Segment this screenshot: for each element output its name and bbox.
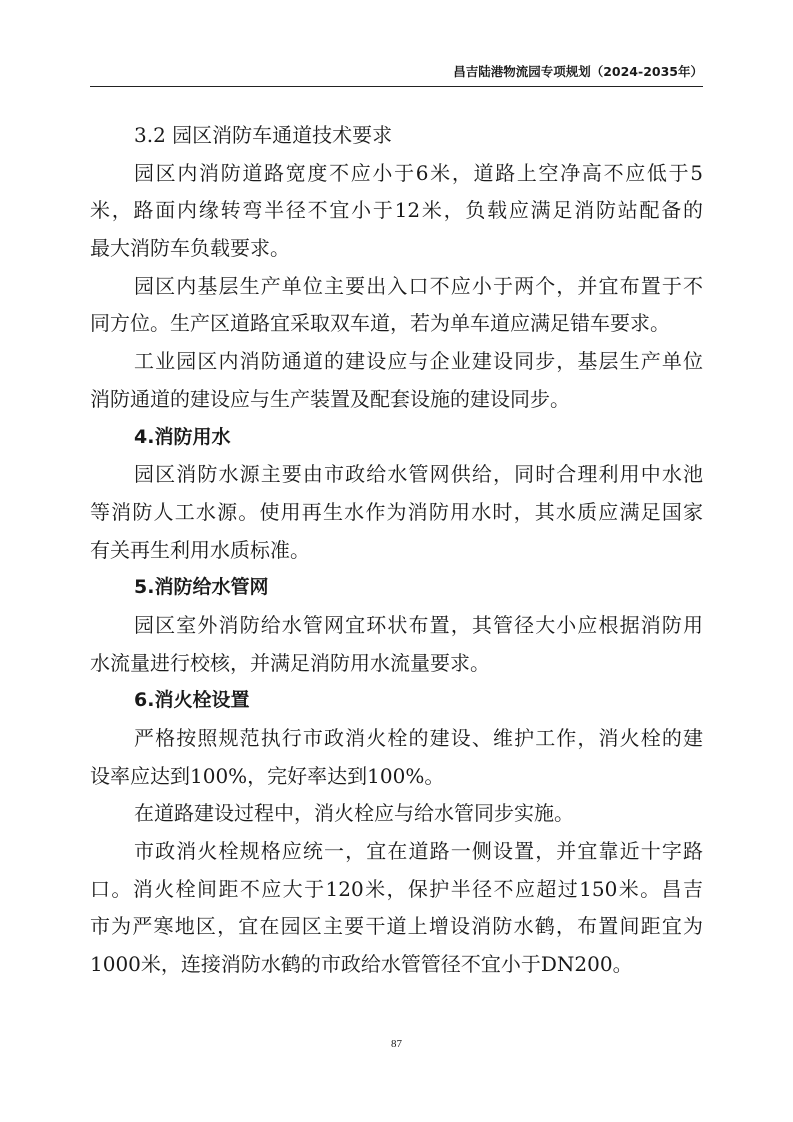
text-line: 园区内基层生产单位主要出入口不应小于两个，并宜布置于不	[134, 273, 703, 298]
text-line: 市政消火栓规格应统一，宜在道路一侧设置，并宜靠近十字路	[134, 839, 703, 864]
text-line: 口。消火栓间距不应大于120米，保护半径不应超过150米。昌吉	[90, 876, 703, 901]
text-line: 消防通道的建设应与生产装置及配套设施的建设同步。	[90, 386, 570, 411]
text-line: 严格按照规范执行市政消火栓的建设、维护工作，消火栓的建	[134, 726, 703, 750]
text-line: 设率应达到100%，完好率达到100%。	[90, 763, 445, 788]
section-heading: 4.消防用水	[134, 425, 231, 448]
page-number: 87	[391, 1038, 402, 1050]
text-line: 市为严寒地区，宜在园区主要干道上增设消防水鹤，布置间距宜为	[90, 914, 703, 939]
text-line: 水流量进行校核，并满足消防用水流量要求。	[90, 650, 490, 675]
text-line: 在道路建设过程中，消火栓应与给水管同步实施。	[134, 801, 574, 826]
header-rule	[90, 86, 703, 87]
text-line: 园区内消防道路宽度不应小于6米，道路上空净高不应低于5	[134, 160, 703, 185]
text-line: 最大消防车负载要求。	[90, 236, 290, 261]
text-line: 米，路面内缘转弯半径不宜小于12米，负载应满足消防站配备的	[90, 198, 703, 223]
subsection-title: 3.2 园区消防车通道技术要求	[134, 123, 393, 147]
section-heading: 6.消火栓设置	[134, 689, 250, 712]
text-line: 有关再生利用水质标准。	[90, 537, 310, 562]
text-line: 等消防人工水源。使用再生水作为消防用水时，其水质应满足国家	[90, 499, 703, 524]
section-heading: 5.消防给水管网	[134, 576, 269, 599]
text-line: 园区消防水源主要由市政给水管网供给，同时合理利用中水池	[134, 462, 703, 487]
running-header: 昌吉陆港物流园专项规划（2024-2035年）	[453, 64, 703, 79]
text-line: 同方位。生产区道路宜采取双车道，若为单车道应满足错车要求。	[90, 311, 670, 336]
text-line: 园区室外消防给水管网宜环状布置，其管径大小应根据消防用	[134, 612, 703, 637]
body-text	[90, 117, 703, 984]
text-line: 1000米，连接消防水鹤的市政给水管管径不宜小于DN200。	[90, 952, 633, 977]
text-line: 工业园区内消防通道的建设应与企业建设同步，基层生产单位	[134, 349, 703, 374]
